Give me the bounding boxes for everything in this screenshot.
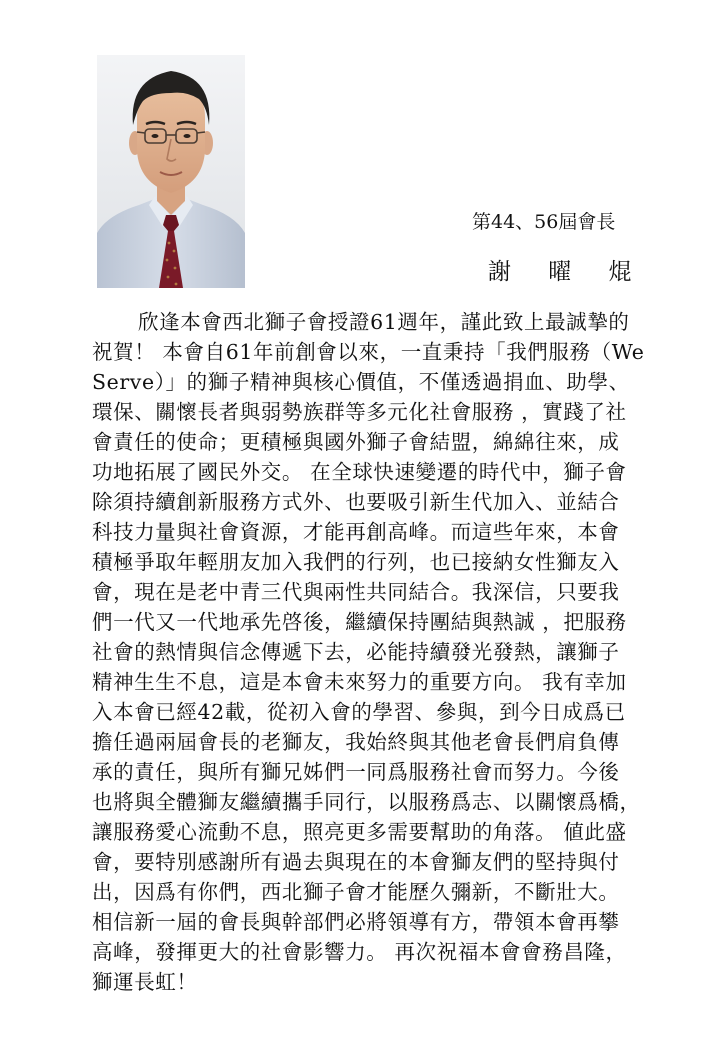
message-line: 欣逢本會西北獅子會授證61週年，謹此致上最誠摯的: [138, 310, 630, 334]
message-line: 擔任過兩屆會長的老獅友，我始終與其他老會長們肩負傳: [92, 730, 620, 754]
message-line: 積極爭取年輕朋友加入我們的行列，也已接納女性獅友入: [92, 550, 620, 574]
portrait-photo: [97, 55, 245, 288]
message-line: 入本會已經42載，從初入會的學習、參與，到今日成爲已: [92, 700, 626, 724]
message-line: 們一代又一代地承先啓後，繼續保持團結與熱誠 ，把服務: [92, 610, 627, 634]
message-body: [92, 307, 652, 997]
message-line: 承的責任，與所有獅兄姊們一同爲服務社會而努力。今後: [92, 760, 620, 784]
message-line: 出，因爲有你們，西北獅子會才能歷久彌新，不斷壯大。: [92, 880, 620, 904]
message-line: 會責任的使命；更積極與國外獅子會結盟，綿綿往來，成: [92, 430, 620, 454]
message-line: 讓服務愛心流動不息，照亮更多需要幫助的角落。 値此盛: [92, 820, 627, 844]
message-line: 獅運長虹！: [92, 970, 198, 994]
portrait-illustration: [97, 55, 245, 288]
message-line: 會，要特別感謝所有過去與現在的本會獅友們的堅持與付: [92, 850, 620, 874]
message-line: 精神生生不息，這是本會未來努力的重要方向。 我有幸加: [92, 670, 627, 694]
message-line: Serve）」的獅子精神與核心價值，不僅透過捐血、助學、: [92, 370, 630, 394]
message-line: 環保、關懷長者與弱勢族群等多元化社會服務 ，實踐了社: [92, 400, 627, 424]
message-line: 高峰，發揮更大的社會影響力。 再次祝福本會會務昌隆，: [92, 940, 627, 964]
president-name: 謝 曜 焜: [488, 259, 647, 285]
message-line: 功地拓展了國民外交。 在全球快速變遷的時代中，獅子會: [92, 460, 627, 484]
message-line: 會，現在是老中青三代與兩性共同結合。我深信，只要我: [92, 580, 620, 604]
message-line: 除須持續創新服務方式外、也要吸引新生代加入、並結合: [92, 490, 620, 514]
message-line: 社會的熱情與信念傳遞下去，必能持續發光發熱，讓獅子: [92, 640, 620, 664]
message-line: 也將與全體獅友繼續攜手同行，以服務爲志、以關懷爲橋，: [92, 790, 641, 814]
message-line: 祝賀！ 本會自61年前創會以來，一直秉持「我們服務（We: [92, 340, 645, 364]
message-line: 相信新一屆的會長與幹部們必將領導有方，帶領本會再攀: [92, 910, 620, 934]
message-line: 科技力量與社會資源，才能再創高峰。而這些年來，本會: [92, 520, 620, 544]
president-term-title: 第44、56屆會長: [472, 211, 616, 233]
